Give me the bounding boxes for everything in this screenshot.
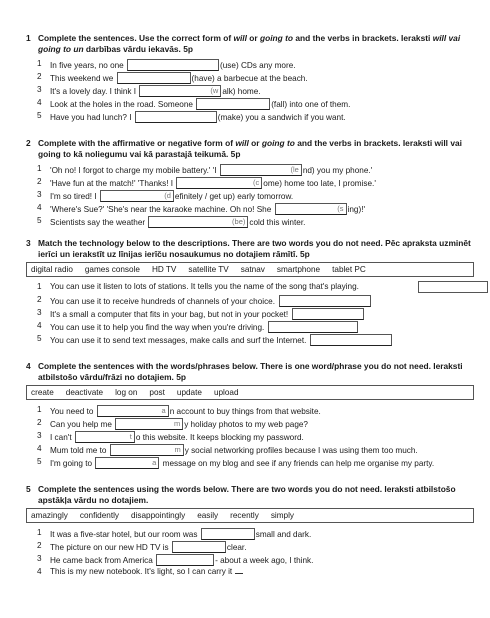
answer-field[interactable] [110,444,184,456]
item-text: (have) a barbecue at the beach. [191,74,308,83]
item-text: ing)!' [347,205,366,214]
exercise-item [26,164,474,177]
exercise-item [26,334,474,347]
word-bank-item: create [31,388,54,397]
item-text: message on my blog and see if any friends can help me organise my party. [160,459,435,468]
exercise-item [26,418,474,431]
item-number: 4 [37,567,42,576]
item-text: o this website. It keeps blocking my password. [135,433,304,442]
answer-field[interactable] [172,541,226,553]
exercise-item [26,216,474,229]
item-text: You can use it listen to lots of stations. It tells you the name of the song that's playing. [50,282,359,291]
item-text: The picture on our new HD TV is [50,543,171,552]
answer-field[interactable] [139,85,221,97]
hint-text: (le [290,165,299,174]
item-text: You can use it to receive hundreds of channels of your choice. [50,297,275,306]
instr-text: or [246,33,260,43]
answer-field[interactable] [127,59,219,71]
item-text: y social networking profiles because I was using them too much. [184,446,418,455]
exercise-item [26,431,474,444]
item-text: alk) home. [222,87,261,96]
instr-text: and the verbs in brackets. Ieraksti [293,33,433,43]
section-5 [26,484,474,580]
answer-field[interactable] [95,457,159,469]
word-bank-item: simply [270,511,295,520]
item-number: 3 [37,85,42,94]
exercise-item [26,177,474,190]
exercise-item [26,528,474,541]
exercise-item [26,405,474,418]
word-bank-item: games console [84,265,140,274]
answer-field[interactable] [220,164,302,176]
item-text: clear. [226,543,247,552]
answer-field[interactable] [292,308,364,320]
answer-field[interactable] [115,418,183,430]
word-bank-item: smartphone [276,265,321,274]
item-text: small and dark. [255,530,312,539]
item-text: It's a small a computer that fits in your bag, but not in your pocket! [50,310,289,319]
word-bank-item: post [149,388,165,397]
item-text: I'm so tired! I [50,192,99,201]
instr-text: or [248,138,262,148]
hint-text: (c [253,178,260,187]
word-bank [26,508,474,523]
hint-text: (w [210,86,219,95]
answer-field[interactable] [418,281,488,293]
section-2-instructions [26,138,474,159]
item-text: He came back from America [50,556,156,565]
exercise-item [26,567,474,580]
exercise-item [26,59,474,72]
hint-text: m [174,445,181,454]
item-text: y holiday photos to my web page? [184,420,308,429]
word-bank-item: update [176,388,202,397]
section-4 [26,361,474,470]
hint-text: a [152,458,157,467]
word-bank-item: log on [115,388,138,397]
item-number: 5 [37,111,42,120]
instr-will: will [235,138,249,148]
word-bank-item: confidently [79,511,120,520]
answer-field[interactable] [176,177,262,189]
word-bank-item: digital radio [31,265,73,274]
section-1-instructions [26,33,474,54]
answer-field[interactable] [196,98,270,110]
exercise-item [26,541,474,554]
hint-text: (s [337,204,344,213]
item-number: 5 [37,216,42,225]
answer-field[interactable] [75,431,135,443]
exercise-item [26,321,474,334]
word-bank-item: upload [213,388,239,397]
instr-text: Complete with the affirmative or negative form of [38,138,236,148]
section-number: 5 [26,484,31,494]
exercise-item [26,111,474,124]
item-number: 2 [37,418,42,427]
item-number: 1 [37,164,42,173]
exercise-item [26,203,474,216]
item-number: 5 [37,457,42,466]
item-text: 'Where's Sue?' 'She's near the karaoke machine. Oh no! She [50,205,274,214]
exercise-item [26,72,474,85]
word-bank [26,385,474,400]
answer-field[interactable] [97,405,169,417]
section-3-instructions [26,238,474,259]
item-number: 3 [37,431,42,440]
item-number: 4 [37,98,42,107]
item-text: n account to buy things from that website. [169,407,321,416]
instr-text: darbības vārdu iekavās. 5p [83,43,193,54]
section-number: 2 [26,138,31,148]
item-text: efinitely / get up) early tomorrow. [174,192,294,201]
item-text: It's a lovely day. I think I [50,87,139,96]
hint-text: (d [164,191,171,200]
section-number: 4 [26,361,31,371]
answer-field[interactable] [235,573,243,574]
item-number: 2 [37,177,42,186]
item-text: cold this winter. [249,218,306,227]
word-bank-item: easily [197,511,219,520]
answer-field[interactable] [268,321,358,333]
exercise-item [26,554,474,567]
section-3 [26,238,474,347]
item-text: I'm going to [50,459,95,468]
answer-field[interactable] [135,111,217,123]
word-bank-item: satnav [240,265,265,274]
exercise-item [26,444,474,457]
item-text: (fall) into one of them. [271,100,351,109]
item-number: 4 [37,321,42,330]
item-number: 4 [37,203,42,212]
section-5-instructions [26,484,474,505]
answer-field[interactable] [100,190,174,202]
answer-field[interactable] [117,72,191,84]
instr-going-to: going to [261,138,295,148]
item-number: 3 [37,190,42,199]
item-text: This is my new notebook. It's light, so I can carry it [50,567,235,576]
item-text: You can use it to send text messages, make calls and surf the Internet. [50,336,307,345]
hint-text: a [161,406,166,415]
exercise-item [26,295,474,308]
item-text: nd) you my phone.' [302,166,373,175]
item-text: Mum told me to [50,446,109,455]
answer-field[interactable] [156,554,214,566]
instr-text: Complete the sentences. Use the correct form of [38,33,234,43]
item-text: You can use it to help you find the way when you're driving. [50,323,265,332]
word-bank-item: HD TV [151,265,177,274]
instr-will: will [233,33,247,43]
item-number: 1 [37,405,42,414]
exercise-item [26,308,474,321]
item-text: 'Oh no! I forgot to charge my mobile battery.' 'I [50,166,219,175]
item-text: ome) home too late, I promise.' [263,179,376,188]
item-number: 3 [37,308,42,317]
exercise-item [26,85,474,98]
hint-text: (be) [232,217,246,226]
instr-going-to: going to [260,33,294,43]
exercise-item [26,282,474,295]
instr-text: Complete the sentences with the words/phrases below. There is one word/phrase you do not need. Ieraksti atbilstošo vārdu/frāzi no dotajiem. 5p [38,361,463,382]
item-number: 3 [37,554,42,563]
hint-text: m [173,419,181,428]
item-text: You need to [50,407,96,416]
item-number: 1 [37,59,42,68]
item-number: 2 [37,72,42,81]
section-number: 1 [26,33,31,43]
word-bank-item: satellite TV [188,265,229,274]
item-text: 'Have fun at the match!' 'Thanks! I [50,179,176,188]
item-text: In five years, no one [50,61,127,70]
item-text: Have you had lunch? I [50,113,134,122]
item-text: Can you help me [50,420,115,429]
word-bank-item: disappointingly [131,511,186,520]
item-text: (make) you a sandwich if you want. [217,113,346,122]
item-text: - about a week ago, I think. [215,556,314,565]
item-text: It was a five-star hotel, but our room was [50,530,200,539]
word-bank [26,262,474,277]
word-bank-item: tablet PC [332,265,366,274]
section-4-instructions [26,361,474,382]
answer-field[interactable] [148,216,248,228]
item-text: I can't [50,433,74,442]
section-number: 3 [26,238,31,248]
section-1 [26,33,474,124]
word-bank-item: recently [230,511,259,520]
instr-text: Complete the sentences using the words below. There are two words you do not need. Ieraksti atbilstošo apstākļa vārdu no dotajiem. [38,484,456,505]
instr-latvian: will vai going to un [38,33,461,54]
section-2 [26,138,474,229]
answer-field[interactable] [275,203,347,215]
instr-text: Match the technology below to the descriptions. There are two words you do not need. Pēc apraksta uzminēt ierīci un ierakstīt uz līnijas ierīču nosaukumus no dotajiem rāmītī. 5p [38,238,471,259]
item-number: 1 [37,528,42,537]
item-text: This weekend we [50,74,116,83]
item-number: 2 [37,295,42,304]
item-number: 2 [37,541,42,550]
item-number: 5 [37,334,42,343]
item-text: (use) CDs any more. [220,61,296,70]
hint-text: t [129,432,132,441]
item-text: Scientists say the weather [50,218,148,227]
exercise-item [26,457,474,470]
exercise-item [26,190,474,203]
exercise-item [26,98,474,111]
answer-field[interactable] [279,295,371,307]
instr-text: and the verbs in brackets. Ieraksti will vai going to kā noliegumu vai kā parastajā teikumā. 5p [38,138,462,159]
item-number: 1 [37,282,42,291]
word-bank-item: deactivate [65,388,104,397]
answer-field[interactable] [310,334,392,346]
word-bank-item: amazingly [31,511,68,520]
item-number: 4 [37,444,42,453]
answer-field[interactable] [201,528,255,540]
item-text: Look at the holes in the road. Someone [50,100,196,109]
